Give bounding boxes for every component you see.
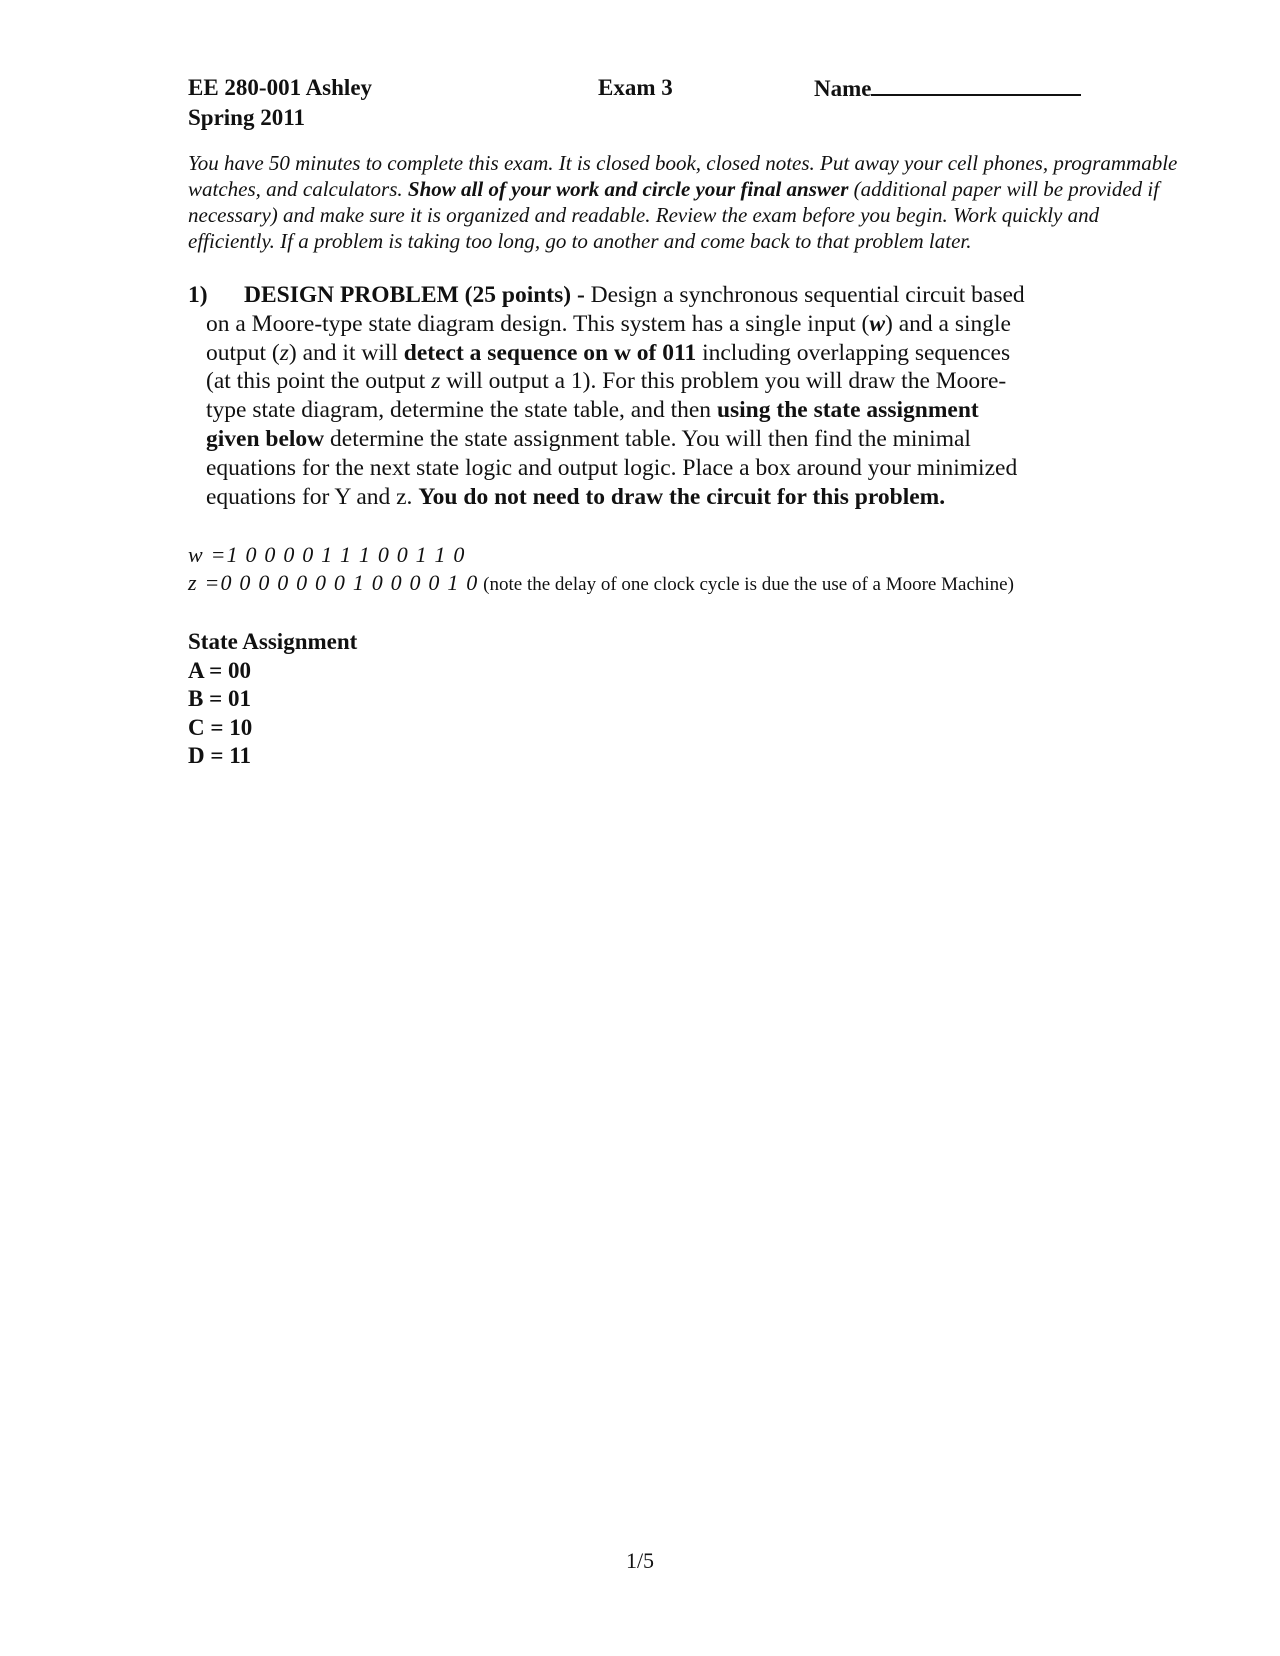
problem-line-1 [188,281,1198,310]
z-value: 0 0 0 0 0 0 0 1 0 0 0 0 1 0 [220,570,479,595]
problem-line-5 [188,396,1198,425]
semester-label: Spring 2011 [188,105,305,130]
output-variable-z: z [431,368,441,395]
exam-instructions [188,150,1188,254]
problem-line-4 [188,367,1198,396]
problem-text: equations for the next state logic and output logic. Place a box around your minimized [206,454,1018,481]
problem-1 [188,281,1198,511]
problem-line-7 [188,454,1198,483]
exam-title: Exam 3 [598,75,673,100]
problem-text: type state diagram, determine the state table, and then [206,397,717,424]
state-assignment-title: State Assignment [188,629,358,654]
w-value: 1 0 0 0 0 1 1 1 0 0 1 1 0 [226,542,466,567]
problem-text: including overlapping sequences [696,339,1011,366]
moore-delay-note: (note the delay of one clock cycle is due the use of a Moore Machine) [478,574,1014,595]
instructions-text-2: (additional paper will be provided if necessary) and make sure it is organized and readable. Review the exam before you begin. Work quickly and efficiently. If a problem is taking too long, go to another and come back to that problem later. [188,177,1160,253]
instructions-emphasis: Show all of your work and circle your final answer [407,177,849,201]
problem-text: Design a synchronous sequential circuit based [584,282,1025,308]
name-blank-line [871,74,1081,96]
name-field [814,74,1081,103]
state-assignment [188,628,357,771]
problem-number: 1) [188,282,208,308]
input-variable-w: w [869,310,886,337]
problem-line-8 [188,483,1198,512]
w-label: w = [188,542,227,567]
assignment-emphasis: using the state assignment [716,397,979,424]
problem-line-6 [188,425,1198,454]
name-label: Name [814,76,872,101]
problem-title: DESIGN PROBLEM (25 points) - [244,282,585,308]
state-assignment-row: C = 10 [188,714,253,740]
circuit-note-emphasis: You do not need to draw the circuit for this problem. [418,483,946,510]
state-assignment-row: A = 00 [188,657,251,683]
assignment-emphasis: given below [206,425,325,452]
output-sequence-z [188,569,1014,599]
problem-text: output ( [206,339,280,366]
course-title: EE 280-001 Ashley [188,75,373,100]
problem-text: ) and it will [288,339,404,366]
problem-text: will output a 1). For this problem you will draw the Moore- [440,368,1007,395]
output-variable-z: z [279,339,289,366]
page-number: 1/5 [625,1548,655,1573]
state-assignment-row: D = 11 [188,743,251,768]
problem-text: ) and a single [885,310,1011,337]
problem-line-3 [188,339,1198,368]
problem-text: equations for Y and z. [206,483,419,510]
problem-text: on a Moore-type state diagram design. This system has a single input ( [206,310,870,337]
problem-text: determine the state assignment table. You will then find the minimal [324,425,971,452]
problem-text: (at this point the output [206,368,432,395]
state-assignment-row: B = 01 [188,686,251,711]
z-label: z = [188,570,221,595]
instructions-text-1: You have 50 minutes to complete this exam. It is closed book, closed notes. Put away your cell phones, programmable watches, and calculators. [188,151,1178,201]
input-sequence-w [188,541,466,569]
problem-line-2 [188,310,1198,339]
sequence-emphasis: detect a sequence on w of 011 [403,339,697,366]
